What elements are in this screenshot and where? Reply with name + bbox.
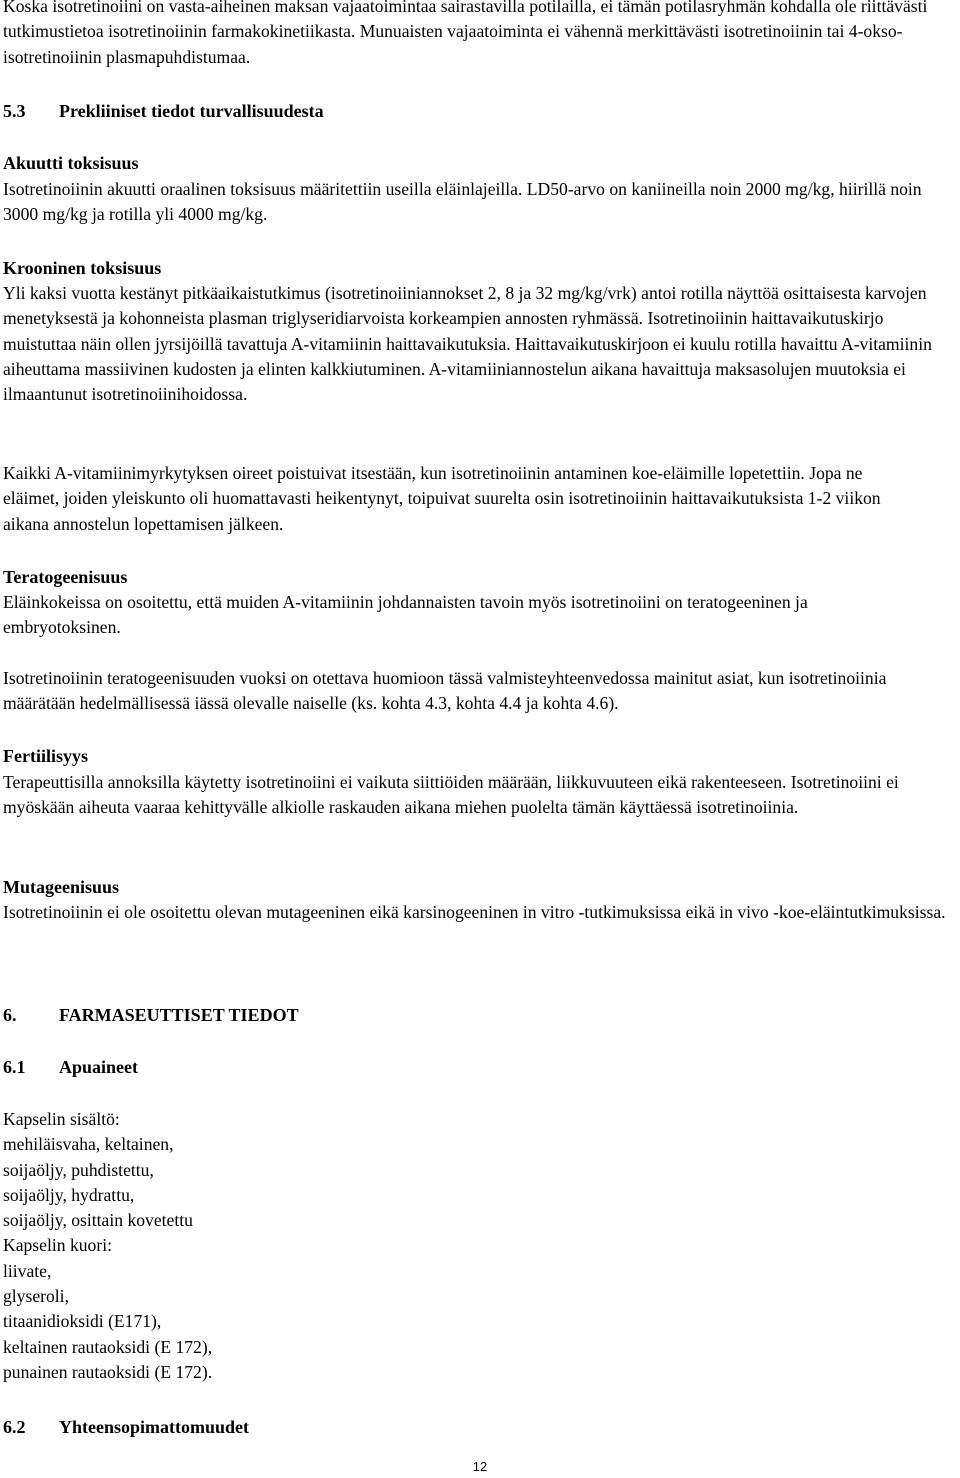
section-title: FARMASEUTTISET TIEDOT	[59, 1005, 299, 1025]
list-item: soijaöljy, osittain kovetettu	[3, 1210, 193, 1231]
list-item: Kapselin sisältö:	[3, 1109, 120, 1129]
list-item: Kapselin kuori:	[3, 1235, 112, 1256]
section-6-2-heading	[3, 1414, 249, 1440]
list-item: soijaöljy, puhdistettu,	[3, 1159, 154, 1180]
list-item: soijaöljy, hydrattu,	[3, 1184, 135, 1205]
fertility-text: Terapeuttisilla annoksilla käytetty isotretinoiini ei vaikuta siittiöiden määrään, liikkuvuuteen eikä rakenteeseen. Isotretinoiini ei myöskään aiheuta vaaraa kehittyvälle alkiolle raskauden aikana miehen puolelta tämän käyttäessä isotretinoiinia.	[3, 772, 899, 818]
page-number: 12	[472, 1459, 488, 1474]
section-6-heading	[3, 1002, 299, 1028]
list-item: mehiläisvaha, keltainen,	[3, 1134, 174, 1155]
teratogenicity-text-2: Isotretinoiinin teratogeenisuuden vuoksi on otettava huomioon tässä valmisteyhteenvedossa mainitut asiat, kun isotretinoiinia määrätään hedelmällisessä iässä olevalle naiselle (ks. kohta 4.3, kohta 4.4 ja kohta 4.6).	[3, 668, 887, 714]
list-item: titaanidioksidi (E171),	[3, 1311, 162, 1332]
mutagenicity-text: Isotretinoiinin ei ole osoitettu olevan mutageeninen eikä karsinogeeninen in vitro -tutkimuksissa eikä in vivo -koe-eläintutkimuksissa.	[3, 902, 946, 922]
section-title: Apuaineet	[59, 1057, 139, 1077]
section-6-1-heading	[3, 1054, 138, 1080]
list-item: liivate,	[3, 1260, 52, 1281]
acute-toxicity-heading: Akuutti toksisuus	[3, 153, 139, 173]
chronic-toxicity-text-2: Kaikki A-vitamiinimyrkytyksen oireet poistuivat itsestään, kun isotretinoiinin antaminen koe-eläimille lopetettiin. Jopa ne eläimet, joiden yleiskunto oli huomattavasti heikentynyt, toipuivat suurelta osin isotretinoiinin haittavaikutuksista 1-2 viikon aikana annostelun lopettamisen jälkeen.	[3, 463, 881, 534]
section-title: Yhteensopimattomuudet	[59, 1417, 250, 1437]
section-number: 6.	[3, 1005, 17, 1025]
section-number: 6.2	[3, 1417, 26, 1437]
section-title: Prekliiniset tiedot turvallisuudesta	[59, 101, 324, 121]
section-number: 6.1	[3, 1057, 26, 1077]
section-number: 5.3	[3, 101, 26, 121]
chronic-toxicity-heading: Krooninen toksisuus	[3, 258, 162, 278]
chronic-toxicity-text-1: Yli kaksi vuotta kestänyt pitkäaikaistutkimus (isotretinoiiniannokset 2, 8 ja 32 mg/kg/vrk) antoi rotilla näyttöä osittaisesta karvojen menetyksestä ja kohonneista plasman triglyseridiarvoista korkeampien annosten ryhmässä. Isotretinoiinin haittavaikutuskirjo muistuttaa näin ollen jyrsijöillä tavattuja A-vitamiinin haittavaikutuksia. Haittavaikutuskirjoon ei kuulu rotilla havaittu A-vitamiinin aiheuttama massiivinen kudosten ja elinten kalkkiutuminen. A-vitamiiniannostelun aikana havaittuja maksasolujen muutoksia ei ilmaantunut isotretinoiinihoidossa.	[3, 283, 932, 405]
excipients-list	[3, 1107, 212, 1385]
intro-paragraph: Koska isotretinoiini on vasta-aiheinen maksan vajaatoimintaa sairastavilla potilailla, ei tämän potilasryhmän kohdalla ole riittävästi tutkimustietoa isotretinoiinin farmakokinetiikasta. Munuaisten vajaatoiminta ei vähennä merkittävästi isotretinoiinin tai 4-okso-isotretinoiinin plasmapuhdistumaa.	[3, 0, 928, 67]
mutagenicity-heading: Mutageenisuus	[3, 877, 120, 897]
list-item: keltainen rautaoksidi (E 172),	[3, 1336, 213, 1357]
acute-toxicity-text: Isotretinoiinin akuutti oraalinen toksisuus määritettiin useilla eläinlajeilla. LD50-arvo on kaniineilla noin 2000 mg/kg, hiirillä noin 3000 mg/kg ja rotilla yli 4000 mg/kg.	[3, 179, 922, 225]
section-5-3-heading	[3, 98, 324, 124]
list-item: glyseroli,	[3, 1286, 69, 1307]
fertility-heading: Fertiilisyys	[3, 746, 88, 766]
teratogenicity-text-1: Eläinkokeissa on osoitettu, että muiden A-vitamiinin johdannaisten tavoin myös isotretinoiini on teratogeeninen ja embryotoksinen.	[3, 592, 808, 638]
list-item: punainen rautaoksidi (E 172).	[3, 1361, 213, 1382]
teratogenicity-heading: Teratogeenisuus	[3, 567, 128, 587]
